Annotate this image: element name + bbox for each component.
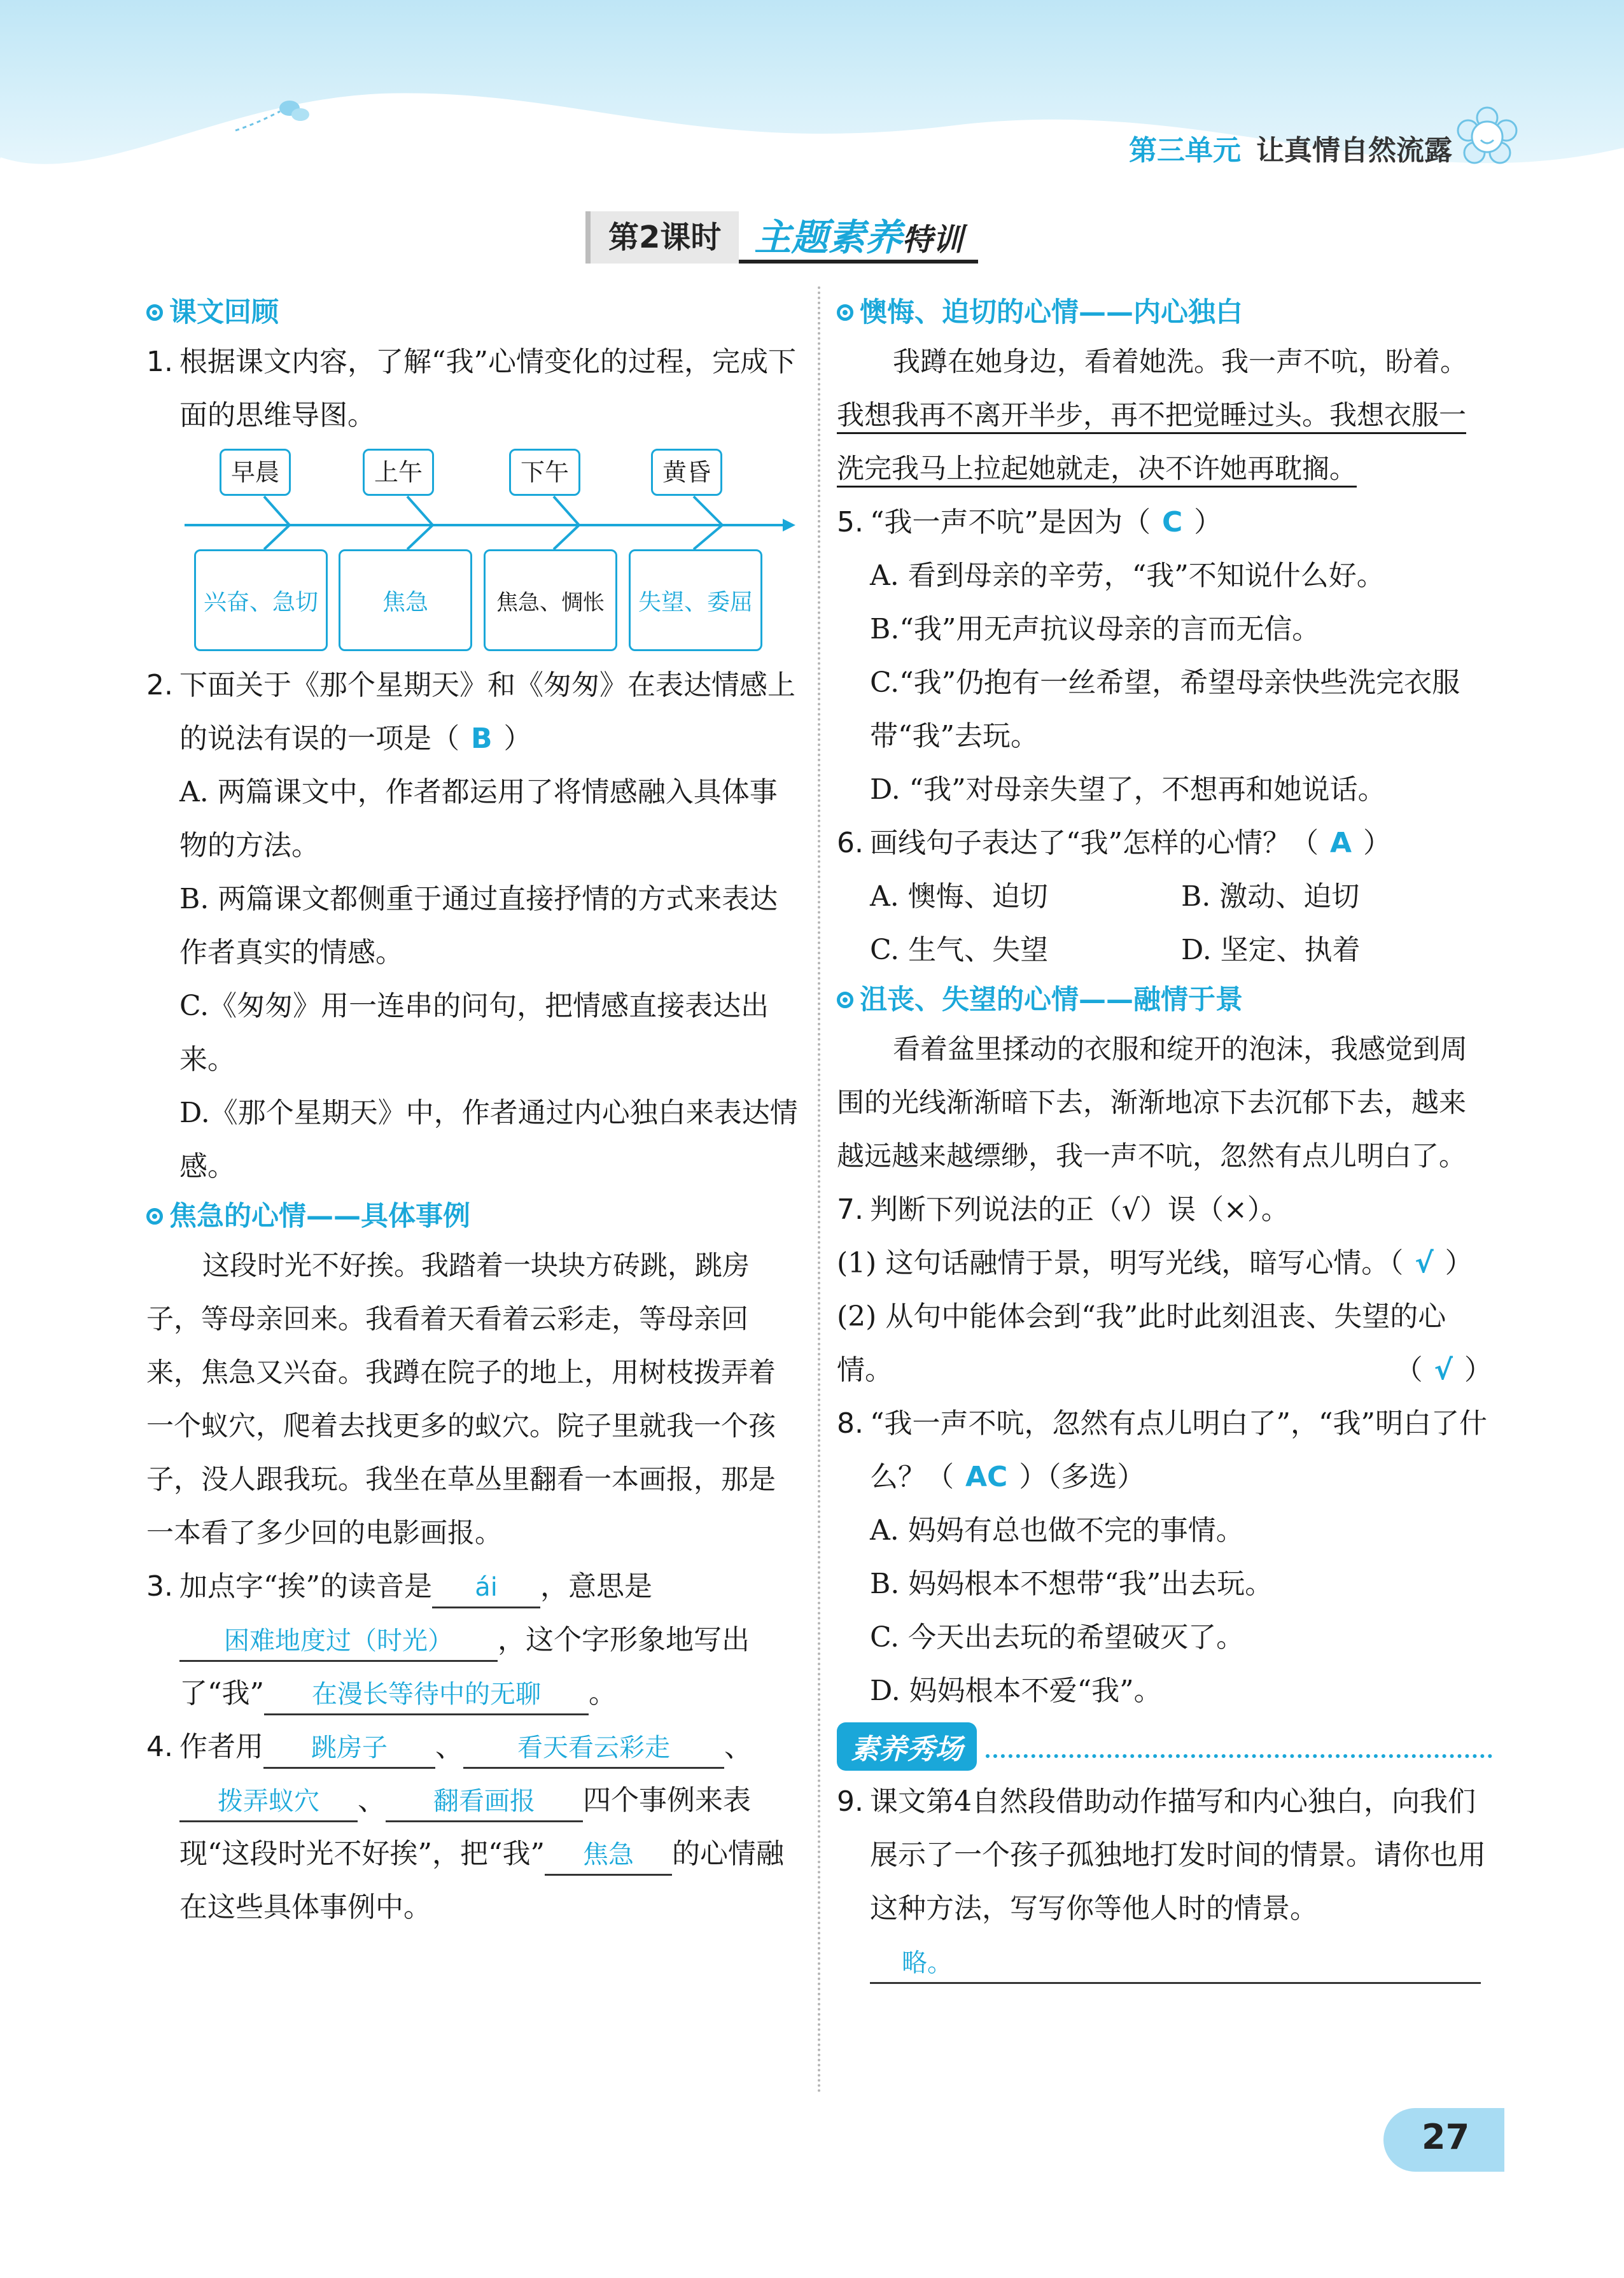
option-c: C.《匆匆》用一连串的问句，把情感直接表达出来。 [179,990,769,1076]
question-2: 2. 下面关于《那个星期天》和《匆匆》在表达情感上的说法有误的一项是（ B ） [146,669,795,755]
option-a: A. 看到母亲的辛劳，“我”不知说什么好。 [870,559,1385,592]
answer: √ [1434,1354,1453,1386]
question-5: 5. “我一声不吭”是因为（ C ） [837,506,1222,538]
question-4: 4. 作者用 跳房子 、 看天看云彩走 、 拨弄蚁穴 、 翻看画报 四个事例来表现“这段时光不好挨”，把“我” 焦急 的心情融在这些具体事例中。 [146,1720,802,1934]
question-7: 7. 判断下列说法的正（√）误（×）。 [837,1193,1289,1226]
option-c: C. 生气、失望 [870,934,1049,966]
answer: A [1330,827,1352,859]
option-a: A. 妈妈有总也做不完的事情。 [870,1514,1244,1547]
option-b: B. 两篇课文都侧重于通过直接抒情的方式来表达作者真实的情感。 [179,883,778,969]
answer: B [471,722,493,755]
section-bullet-icon [837,992,853,1008]
question-3: 3. 加点字“挨”的读音是 ái ，意思是 困难地度过（时光） ，这个字形象地写出了“我” 在漫长等待中的无聊 。 [146,1560,802,1720]
section-bullet-icon [146,1208,163,1225]
butterfly-icon [229,92,318,143]
answer: √ [1415,1247,1434,1279]
lesson-title-main: 主题素养 [754,216,902,259]
option-b: B. 激动、迫切 [1181,880,1360,913]
option-d: D.《那个星期天》中，作者通过内心独白来表达情感。 [179,1097,798,1183]
mindmap-time-box: 上午 [363,449,434,496]
answer-blank: 跳房子 [263,1729,435,1769]
header-banner [0,0,1624,210]
section-heading: 焦急的心情——具体事例 [146,1193,802,1239]
unit-title [1129,127,1452,168]
section-heading: 课文回顾 [146,290,802,335]
answer-blank: 焦急 [545,1836,672,1876]
dotted-rule [986,1754,1492,1758]
mindmap-answer-box: 兴奋、急切 [194,549,328,651]
right-column [837,290,1492,1989]
lesson-title [585,207,978,268]
answer-blank: 困难地度过（时光） [179,1622,498,1662]
option-d: D. “我”对母亲失望了，不想再和她说话。 [870,773,1386,806]
mindmap-answer-box: 失望、委屈 [629,549,762,651]
mindmap-answer-box: 焦急 [339,549,472,651]
lesson-label: 第2课时 [585,211,739,264]
question-9: 9. 课文第4自然段借助动作描写和内心独白，向我们展示了一个孩子孤独地打发时间的情景。请你也用这种方法，写写你等他人时的情景。 [837,1785,1486,1925]
answer-line [837,1936,1492,1989]
unit-name: 让真情自然流露 [1256,134,1452,167]
question-8: 8. “我一声不吭，忽然有点儿明白了”，“我”明白了什么？（ AC ）（多选） [837,1407,1487,1493]
answer-blank: 在漫长等待中的无聊 [264,1675,589,1715]
question-1: 1. 根据课文内容，了解“我”心情变化的过程，完成下面的思维导图。 [146,346,796,432]
reading-passage: 这段时光不好挨。我踏着一块块方砖跳，跳房子，等母亲回来。我看着天看着云彩走，等母亲回来，焦急又兴奋。我蹲在院子的地上，用树枝拨弄着一个蚁穴，爬着去找更多的蚁穴。院子里就我一个孩子，没人跟我玩。我坐在草丛里翻看一本画报，那是一本看了多少回的电影画报。 [146,1250,776,1549]
left-column [146,290,802,1934]
option-c: C.“我”仍抱有一丝希望，希望母亲快些洗完衣服带“我”去玩。 [870,666,1460,752]
mindmap-time-box: 黄昏 [651,449,722,496]
judgement-2: (2) 从句中能体会到“我”此时此刻沮丧、失望的心情。 （ √ ） [837,1300,1492,1386]
reading-passage: 看着盆里揉动的衣服和绽开的泡沫，我感觉到周围的光线渐渐暗下去，渐渐地凉下去沉郁下去，越来越远越来越缥缈，我一声不吭，忽然有点儿明白了。 [837,1034,1467,1172]
answer-blank: ái [432,1568,540,1608]
mindmap-time-box: 早晨 [220,449,291,496]
options-row [837,870,1492,924]
page-number-tab [1383,2108,1504,2172]
question-6: 6. 画线句子表达了“我”怎样的心情？（ A ） [837,827,1392,859]
mindmap-answer-box: 焦急、惆怅 [484,549,617,651]
section-heading: 懊悔、迫切的心情——内心独白 [837,290,1492,335]
judgement-1: (1) 这句话融情于景，明写光线，暗写心情。（ √ ） [837,1247,1473,1279]
unit-label: 第三单元 [1129,134,1241,167]
underlined-sentence: 我想我再不离开半步，再不把觉睡过头。我想衣服一洗完我马上拉起她就走，决不许她再耽搁。 [837,400,1466,485]
column-divider [818,286,820,2094]
section-badge: 素养秀场 [837,1718,1492,1775]
answer-blank: 翻看画报 [386,1782,583,1822]
answer: AC [965,1461,1008,1493]
lesson-heading [739,211,978,264]
answer-blank: 看天看云彩走 [463,1729,724,1769]
page-number: 27 [1422,2117,1470,2157]
option-b: B.“我”用无声抗议母亲的言而无信。 [870,613,1320,645]
lesson-title-sub: 特训 [902,222,963,258]
mind-map [146,442,802,659]
option-c: C. 今天出去玩的希望破灭了。 [870,1621,1245,1654]
option-d: D. 坚定、执着 [1181,934,1361,966]
option-a: A. 懊悔、迫切 [870,880,1048,913]
option-b: B. 妈妈根本不想带“我”出去玩。 [870,1568,1273,1600]
section-heading: 沮丧、失望的心情——融情于景 [837,977,1492,1023]
option-d: D. 妈妈根本不爱“我”。 [870,1675,1162,1707]
section-bullet-icon [146,304,163,321]
sunflower-icon [1446,95,1529,178]
option-a: A. 两篇课文中，作者都运用了将情感融入具体事物的方法。 [179,776,778,862]
answer: C [1162,506,1183,538]
mindmap-time-box: 下午 [509,449,580,496]
options-row [837,924,1492,977]
answer-blank: 拨弄蚁穴 [179,1782,358,1822]
answer-blank: 略。 [870,1944,1481,1984]
section-bullet-icon [837,304,853,321]
reading-passage: 我蹲在她身边，看着她洗。我一声不吭，盼着。我想我再不离开半步，再不把觉睡过头。我想衣服一洗完我马上拉起她就走，决不许她再耽搁。 [837,346,1467,485]
